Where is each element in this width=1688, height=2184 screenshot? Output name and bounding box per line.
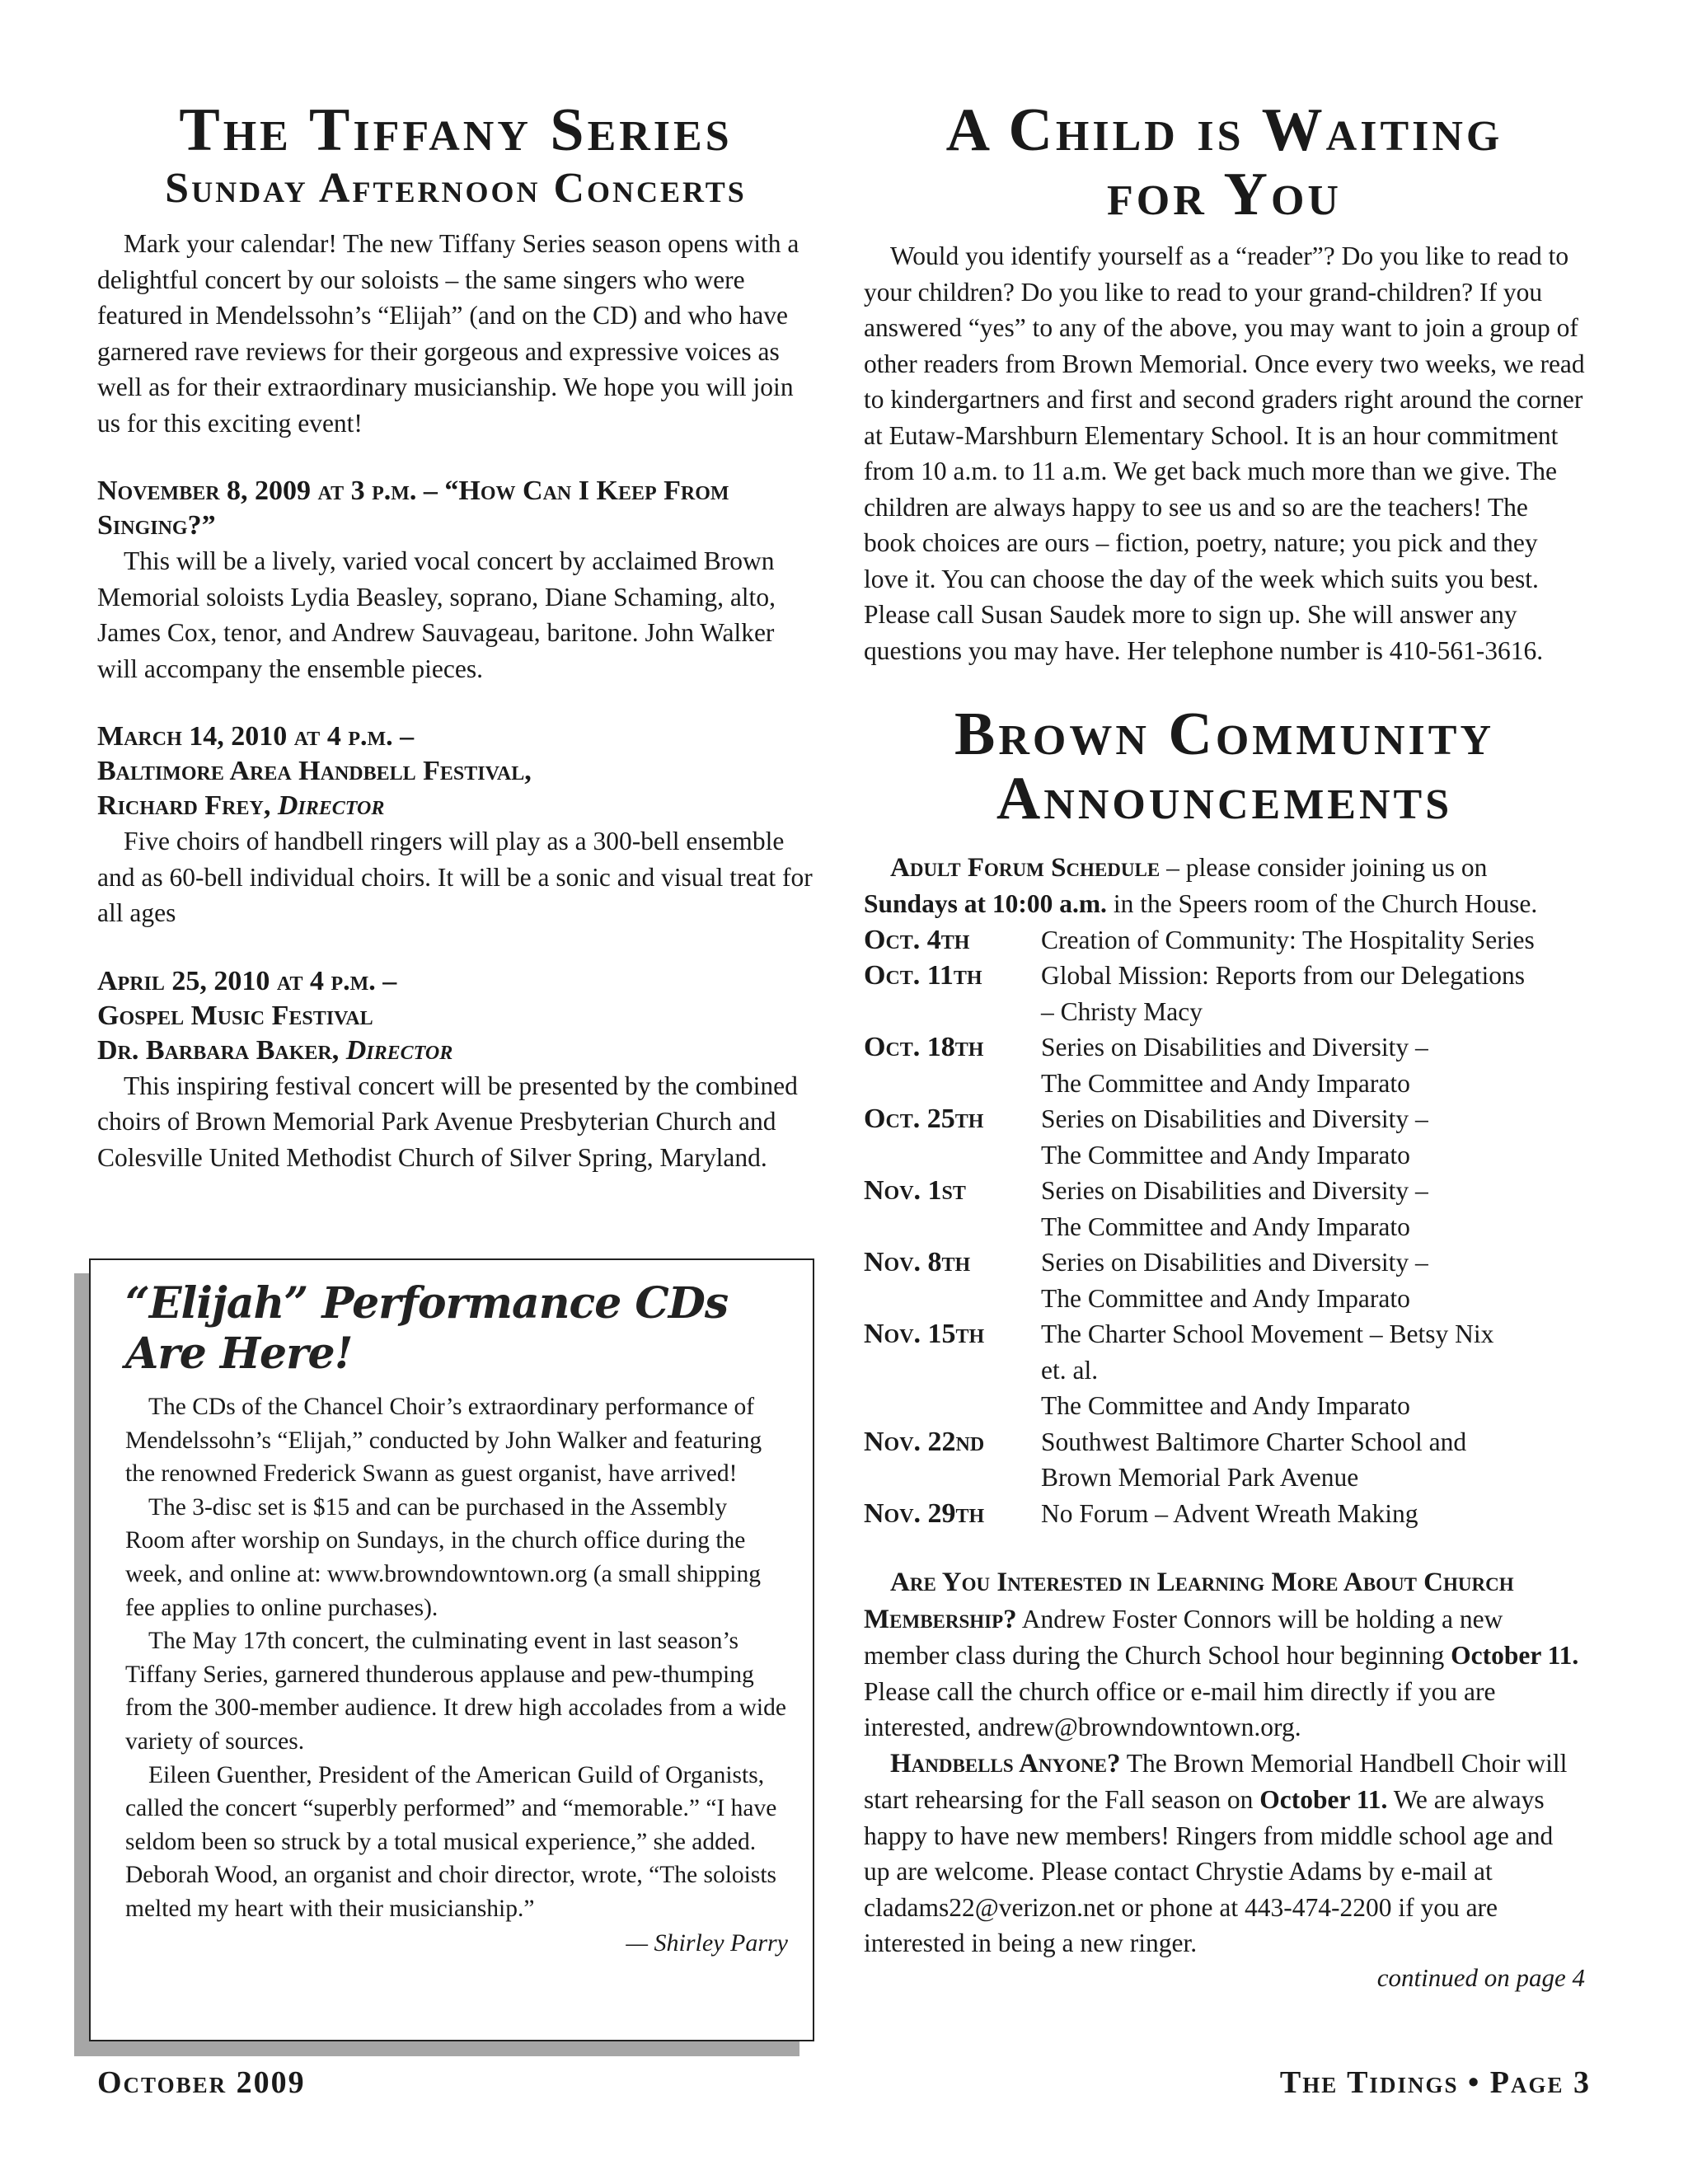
- event-director-name: Dr. Barbara Baker,: [97, 1034, 340, 1066]
- membership-heading: Are You Interested in Learning More About Church Membership?: [864, 1568, 1514, 1634]
- event-heading: November 8, 2009 at 3 p.m. – “How Can I Keep From Singing?”: [97, 476, 729, 541]
- schedule-date: Nov. 1st: [864, 1175, 966, 1207]
- schedule-row: [864, 958, 1535, 1029]
- event-heading-line: Baltimore Area Handbell Festival,: [97, 756, 532, 787]
- schedule-topic-line: Series on Disabilities and Diversity –: [1041, 1176, 1428, 1206]
- cd-paragraph: Eileen Guenther, President of the American Guild of Organists, called the concert “superbly performed” and “memorable.” “I have seldom been so struck by a total musical experience,” she added. Deborah Wood, an organist and choir director, wrote, “The soloists melted my heart with their musicianship.”: [125, 1761, 777, 1922]
- forum-heading: Adult Forum Schedule: [890, 852, 1160, 883]
- event-march: [97, 719, 814, 931]
- schedule-topic: [1041, 1316, 1535, 1424]
- schedule-date: Oct. 25th: [864, 1104, 984, 1135]
- event-november: [97, 474, 814, 687]
- community-title-line2: Announcements: [996, 765, 1453, 833]
- handbells-announcement: [864, 1746, 1585, 1961]
- schedule-topic: [1041, 1173, 1535, 1244]
- schedule-date: Nov. 22nd: [864, 1426, 985, 1457]
- schedule-row: [864, 1244, 1535, 1316]
- schedule-topic-line: The Committee and Andy Imparato: [1041, 1391, 1410, 1421]
- schedule-topic: [1041, 1029, 1535, 1101]
- event-description: Five choirs of handbell ringers will play as a 300-bell ensemble and as 60-bell individual choirs. It will be a sonic and visual treat for all ages: [97, 827, 813, 928]
- schedule-topic-line: Southwest Baltimore Charter School and: [1041, 1427, 1467, 1456]
- cd-paragraph: The CDs of the Chancel Choir’s extraordinary performance of Mendelssohn’s “Elijah,” conducted by John Walker and featuring the renowned Frederick Swann as guest organist, have arrived!: [125, 1394, 762, 1488]
- schedule-topic-line: The Committee and Andy Imparato: [1041, 1283, 1410, 1313]
- membership-text: Please call the church office or e-mail him directly if you are interested, andrew@browndowntown.org.: [864, 1676, 1496, 1742]
- schedule-date: Nov. 8th: [864, 1247, 971, 1278]
- schedule-topic-line: et. al.: [1041, 1355, 1099, 1385]
- schedule-row: [864, 1316, 1535, 1424]
- community-title: Brown Community: [954, 701, 1495, 769]
- event-director-role: Director: [345, 1034, 453, 1066]
- event-heading-line: April 25, 2010 at 4 p.m. –: [97, 965, 397, 996]
- schedule-date: Oct. 4th: [864, 924, 970, 955]
- child-title: A Child is Waiting: [945, 96, 1503, 164]
- tiffany-title: The Tiffany Series: [179, 96, 733, 164]
- footer-issue-date: October 2009: [97, 2065, 306, 2100]
- event-heading-line: [97, 1033, 814, 1068]
- left-column: [97, 96, 814, 1175]
- schedule-row: [864, 1173, 1535, 1244]
- schedule-topic-line: The Committee and Andy Imparato: [1041, 1140, 1410, 1169]
- schedule-date: Nov. 29th: [864, 1497, 985, 1529]
- event-april: [97, 964, 814, 1176]
- forum-schedule-table: [864, 922, 1535, 1532]
- handbells-heading: Handbells Anyone?: [890, 1748, 1121, 1779]
- handbells-text: The Brown Memorial Handbell Choir will start rehearsing for the Fall season on: [864, 1748, 1568, 1815]
- schedule-topic: [1041, 1244, 1535, 1316]
- child-title-line2: for You: [1107, 160, 1342, 228]
- schedule-topic-line: Series on Disabilities and Diversity –: [1041, 1104, 1428, 1134]
- event-description: This inspiring festival concert will be presented by the combined choirs of Brown Memorial Park Avenue Presbyterian Church and Colesville United Methodist Church of Silver Spring, Maryland.: [97, 1071, 798, 1172]
- tiffany-intro: Mark your calendar! The new Tiffany Series season opens with a delightful concert by our soloists – the same singers who were featured in Mendelssohn’s “Elijah” (and on the CD) and who have garnered rave reviews for their gorgeous and expressive voices as well as for their extraordinary musicianship. We hope you will join us for this exciting event!: [97, 229, 799, 438]
- schedule-row: [864, 1101, 1535, 1173]
- membership-date: October 11.: [1451, 1641, 1579, 1671]
- event-director-name: Richard Frey,: [97, 790, 271, 822]
- handbells-text: We are always happy to have new members! Ringers from middle school age and up are welcome. Please contact Chrystie Adams by e-mail at cladams22@verizon.net or phone at 443-474-2200 if you are interested in being a new ringer.: [864, 1785, 1554, 1958]
- schedule-topic-line: – Christy Macy: [1041, 996, 1203, 1026]
- schedule-topic-line: The Committee and Andy Imparato: [1041, 1068, 1410, 1098]
- forum-intro-text: in the Speers room of the Church House.: [1106, 889, 1538, 919]
- event-heading-line: Gospel Music Festival: [97, 1000, 373, 1031]
- forum-intro: [864, 850, 1585, 922]
- schedule-topic-line: Brown Memorial Park Avenue: [1041, 1463, 1359, 1493]
- schedule-topic: [1041, 922, 1535, 958]
- event-description: This will be a lively, varied vocal concert by acclaimed Brown Memorial soloists Lydia Beasley, soprano, Diane Schaming, alto, James Cox, tenor, and Andrew Sauvageau, baritone. John Walker will accompany the ensemble pieces.: [97, 546, 776, 683]
- schedule-topic: [1041, 958, 1535, 1029]
- schedule-row: [864, 1424, 1535, 1496]
- schedule-date: Oct. 11th: [864, 960, 982, 991]
- event-heading-line: March 14, 2010 at 4 p.m. –: [97, 721, 415, 752]
- right-column: [864, 96, 1585, 1993]
- schedule-topic-line: No Forum – Advent Wreath Making: [1041, 1498, 1418, 1528]
- event-heading-line: [97, 789, 814, 823]
- child-body: Would you identify yourself as a “reader”? Do you like to read to your children? Do you like to read to your grand-children? If you answered “yes” to any of the above, you may want to join a group of other readers from Brown Memorial. Once every two weeks, we read to kindergartners and first and second graders right around the corner at Eutaw-Marshburn Elementary School. It is an hour commitment from 10 a.m. to 11 a.m. We get back much more than we give. The children are always happy to see us and so are the teachers! The book choices are ours – fiction, poetry, nature; you pick and they love it. You can choose the day of the week which suits you best. Please call Susan Saudek more to sign up. She will answer any questions you may have. Her telephone number is 410-561-3616.: [864, 241, 1585, 665]
- schedule-topic-line: The Committee and Andy Imparato: [1041, 1212, 1410, 1241]
- footer-page-label: The Tidings • Page 3: [1279, 2065, 1591, 2100]
- schedule-topic-line: Global Mission: Reports from our Delegations: [1041, 961, 1526, 991]
- schedule-row: [864, 1496, 1535, 1532]
- schedule-topic: [1041, 1496, 1535, 1532]
- schedule-date: Nov. 15th: [864, 1319, 985, 1350]
- membership-text: Andrew Foster Connors will be holding a new member class during the Church School hour beginning: [864, 1604, 1503, 1671]
- handbells-date: October 11.: [1259, 1785, 1388, 1815]
- schedule-topic: [1041, 1424, 1535, 1496]
- forum-time: Sundays at 10:00 a.m.: [864, 889, 1107, 919]
- schedule-date: Oct. 18th: [864, 1032, 984, 1063]
- cd-paragraph: The 3-disc set is $15 and can be purchased in the Assembly Room after worship on Sundays, in the church office during the week, and online at: www.browndowntown.org (a small shipping fee applies to online purchases).: [125, 1493, 761, 1621]
- schedule-topic-line: Creation of Community: The Hospitality Series: [1041, 925, 1535, 954]
- tiffany-subtitle: Sunday Afternoon Concerts: [165, 164, 747, 212]
- schedule-topic-line: Series on Disabilities and Diversity –: [1041, 1248, 1428, 1277]
- forum-intro-text: – please consider joining us on: [1160, 852, 1488, 882]
- cd-box-title: “Elijah” Performance CDs Are Here!: [125, 1278, 729, 1379]
- schedule-row: [864, 1029, 1535, 1101]
- cd-signature: — Shirley Parry: [626, 1929, 788, 1957]
- schedule-topic-line: The Charter School Movement – Betsy Nix: [1041, 1319, 1494, 1349]
- schedule-topic: [1041, 1101, 1535, 1173]
- cd-paragraph: The May 17th concert, the culminating event in last season’s Tiffany Series, garnered thunderous applause and pew-thumping from the 300-member audience. It drew high accolades from a wide variety of sources.: [125, 1628, 786, 1755]
- elijah-cd-box: [89, 1258, 814, 2041]
- schedule-topic-line: Series on Disabilities and Diversity –: [1041, 1033, 1428, 1062]
- event-director-role: Director: [277, 790, 385, 822]
- membership-announcement: [864, 1564, 1585, 1746]
- continued-note: continued on page 4: [1376, 1962, 1585, 1992]
- schedule-row: [864, 922, 1535, 958]
